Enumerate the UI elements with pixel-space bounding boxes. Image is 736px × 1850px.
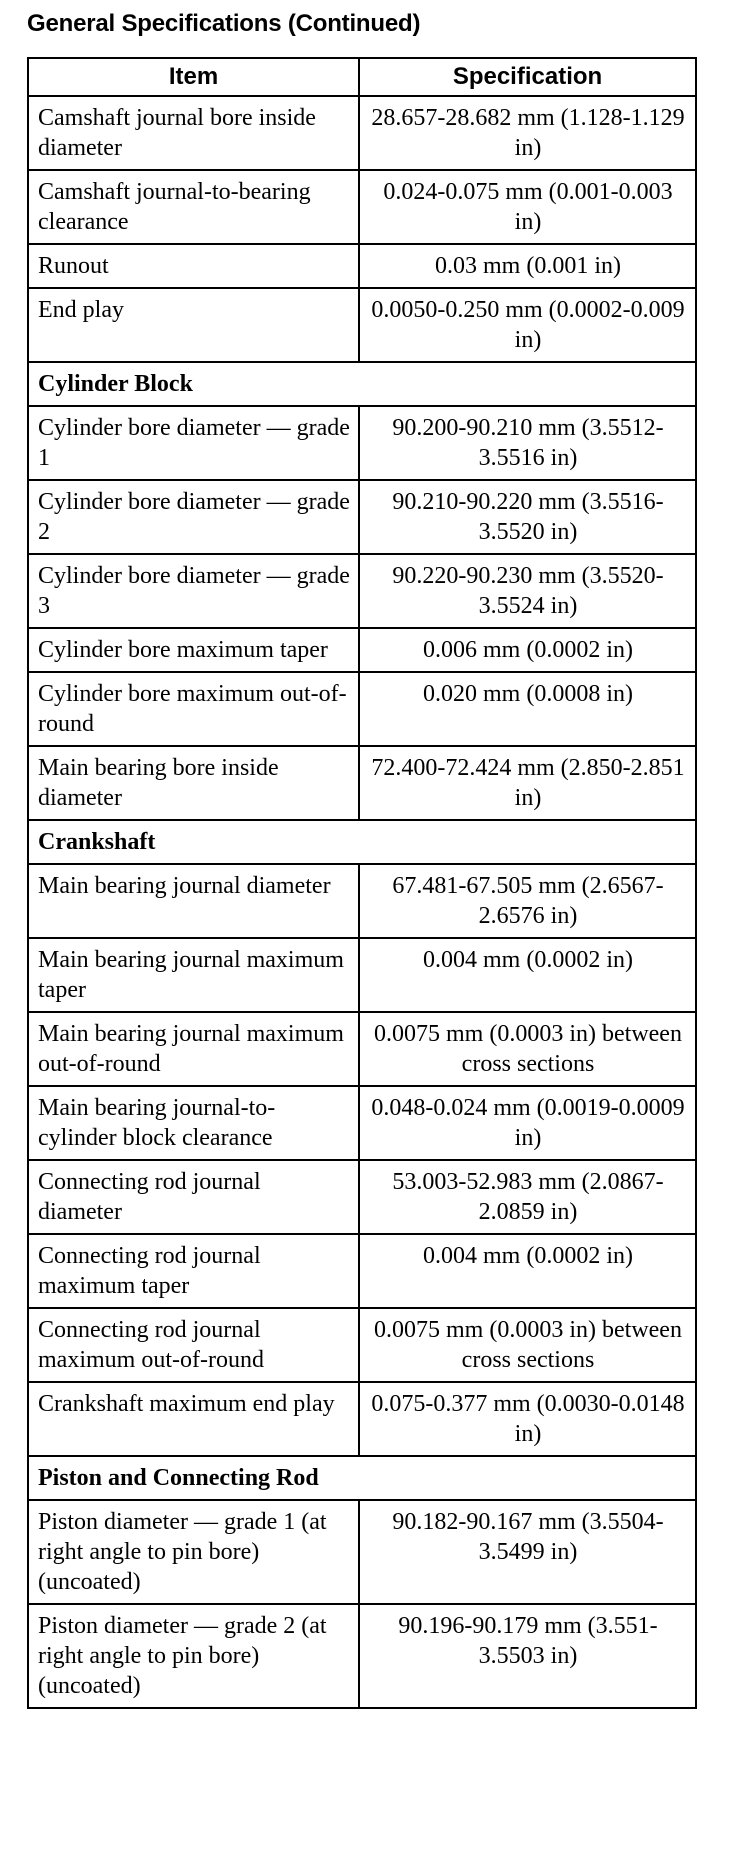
table-row — [28, 628, 696, 672]
item-cell: Connecting rod journal maximum out-of-round — [28, 1308, 359, 1382]
specification-cell: 90.220-90.230 mm (3.5520-3.5524 in) — [359, 554, 696, 628]
specification-cell: 0.004 mm (0.0002 in) — [359, 1234, 696, 1308]
specification-cell: 90.210-90.220 mm (3.5516-3.5520 in) — [359, 480, 696, 554]
table-row — [28, 554, 696, 628]
item-cell: Camshaft journal-to-bearing clearance — [28, 170, 359, 244]
item-cell: Cylinder bore maximum out-of-round — [28, 672, 359, 746]
table-row — [28, 672, 696, 746]
specification-cell: 0.024-0.075 mm (0.001-0.003 in) — [359, 170, 696, 244]
item-cell: Cylinder bore maximum taper — [28, 628, 359, 672]
item-cell: Crankshaft maximum end play — [28, 1382, 359, 1456]
item-cell: Main bearing journal-to-cylinder block clearance — [28, 1086, 359, 1160]
table-row — [28, 1382, 696, 1456]
item-cell: Main bearing bore inside diameter — [28, 746, 359, 820]
item-cell: Connecting rod journal diameter — [28, 1160, 359, 1234]
item-cell: Main bearing journal maximum out-of-round — [28, 1012, 359, 1086]
item-cell: Camshaft journal bore inside diameter — [28, 96, 359, 170]
specification-cell: 28.657-28.682 mm (1.128-1.129 in) — [359, 96, 696, 170]
specification-cell: 0.0075 mm (0.0003 in) between cross sections — [359, 1012, 696, 1086]
page-title: General Specifications (Continued) — [27, 10, 421, 37]
section-row — [28, 362, 696, 406]
table-row — [28, 1308, 696, 1382]
table-row — [28, 1234, 696, 1308]
item-column-header: Item — [28, 58, 359, 96]
specification-cell: 0.048-0.024 mm (0.0019-0.0009 in) — [359, 1086, 696, 1160]
table-row — [28, 170, 696, 244]
item-cell: Main bearing journal maximum taper — [28, 938, 359, 1012]
specification-column-header: Specification — [359, 58, 696, 96]
specification-cell: 0.020 mm (0.0008 in) — [359, 672, 696, 746]
table-row — [28, 938, 696, 1012]
specification-cell: 90.182-90.167 mm (3.5504-3.5499 in) — [359, 1500, 696, 1604]
table-row — [28, 406, 696, 480]
table-row — [28, 864, 696, 938]
specification-cell: 53.003-52.983 mm (2.0867-2.0859 in) — [359, 1160, 696, 1234]
item-cell: Cylinder bore diameter — grade 1 — [28, 406, 359, 480]
table-row — [28, 1012, 696, 1086]
section-heading: Piston and Connecting Rod — [28, 1456, 696, 1500]
table-row — [28, 1604, 696, 1708]
item-cell: Runout — [28, 244, 359, 288]
section-heading: Cylinder Block — [28, 362, 696, 406]
item-cell: Main bearing journal diameter — [28, 864, 359, 938]
table-row — [28, 746, 696, 820]
table-row — [28, 1500, 696, 1604]
table-row — [28, 96, 696, 170]
specification-cell: 0.006 mm (0.0002 in) — [359, 628, 696, 672]
table-row — [28, 1086, 696, 1160]
specification-cell: 90.200-90.210 mm (3.5512-3.5516 in) — [359, 406, 696, 480]
item-cell: Cylinder bore diameter — grade 2 — [28, 480, 359, 554]
item-cell: Cylinder bore diameter — grade 3 — [28, 554, 359, 628]
table-row — [28, 480, 696, 554]
table-row — [28, 1160, 696, 1234]
specification-cell: 0.0050-0.250 mm (0.0002-0.009 in) — [359, 288, 696, 362]
specification-cell: 0.004 mm (0.0002 in) — [359, 938, 696, 1012]
specifications-table — [27, 57, 697, 1709]
section-heading: Crankshaft — [28, 820, 696, 864]
table-row — [28, 288, 696, 362]
specification-cell: 0.03 mm (0.001 in) — [359, 244, 696, 288]
header-row — [28, 58, 696, 96]
item-cell: Piston diameter — grade 1 (at right angle to pin bore) (uncoated) — [28, 1500, 359, 1604]
item-cell: Connecting rod journal maximum taper — [28, 1234, 359, 1308]
specification-cell: 90.196-90.179 mm (3.551-3.5503 in) — [359, 1604, 696, 1708]
specification-cell: 0.0075 mm (0.0003 in) between cross sections — [359, 1308, 696, 1382]
section-row — [28, 820, 696, 864]
item-cell: End play — [28, 288, 359, 362]
table-body — [28, 96, 696, 1708]
section-row — [28, 1456, 696, 1500]
specification-cell: 72.400-72.424 mm (2.850-2.851 in) — [359, 746, 696, 820]
specification-cell: 67.481-67.505 mm (2.6567-2.6576 in) — [359, 864, 696, 938]
item-cell: Piston diameter — grade 2 (at right angle to pin bore) (uncoated) — [28, 1604, 359, 1708]
table-row — [28, 244, 696, 288]
specification-cell: 0.075-0.377 mm (0.0030-0.0148 in) — [359, 1382, 696, 1456]
